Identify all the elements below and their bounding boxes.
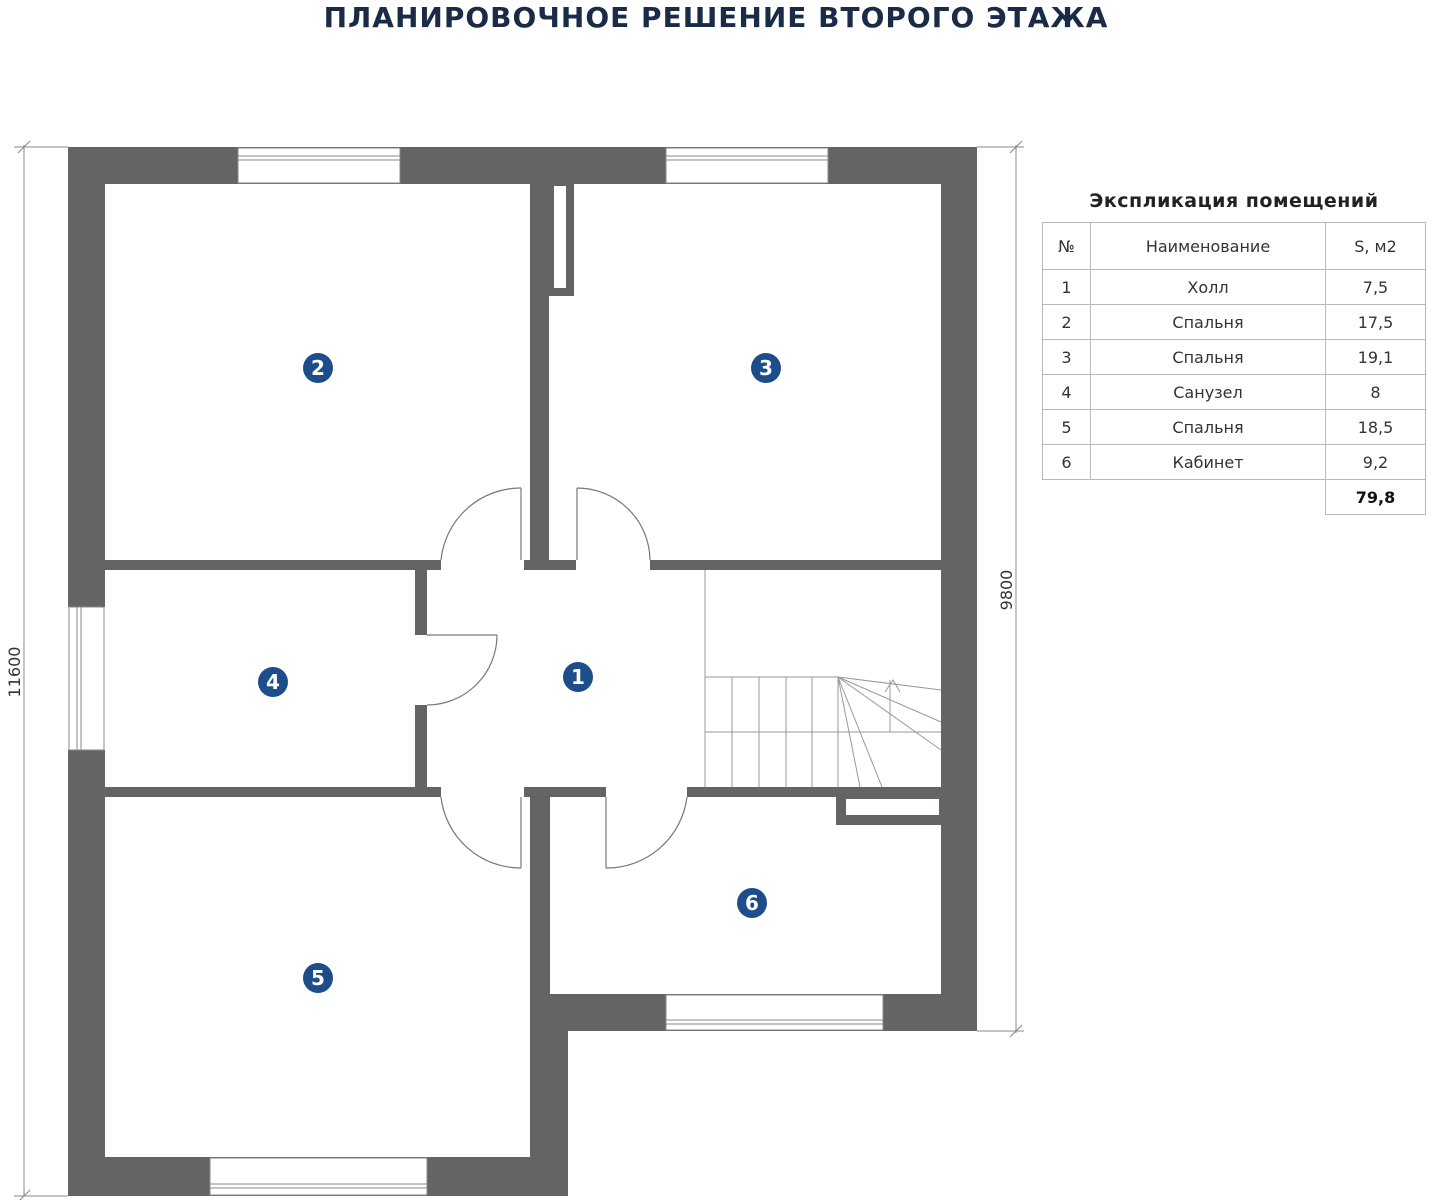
windows bbox=[69, 148, 883, 1195]
row-num: 3 bbox=[1043, 340, 1091, 375]
row-name: Холл bbox=[1091, 270, 1326, 305]
wall-top bbox=[68, 147, 977, 184]
row-num: 2 bbox=[1043, 305, 1091, 340]
door-room-3 bbox=[577, 488, 650, 560]
door-room-2 bbox=[441, 488, 521, 560]
header-name: Наименование bbox=[1091, 223, 1326, 270]
wall-bath-v-top bbox=[415, 570, 427, 635]
duct-upper bbox=[554, 186, 566, 288]
room-marker-1 bbox=[563, 662, 593, 692]
table-row bbox=[1043, 340, 1426, 375]
header-area: S, м2 bbox=[1326, 223, 1426, 270]
dimension-left-label: 11600 bbox=[5, 646, 24, 698]
row-name: Спальня bbox=[1091, 305, 1326, 340]
row-name: Спальня bbox=[1091, 340, 1326, 375]
row-area: 17,5 bbox=[1326, 305, 1426, 340]
door-room-6 bbox=[606, 797, 687, 868]
room-marker-2 bbox=[303, 353, 333, 383]
staircase bbox=[705, 570, 941, 787]
wall-partition-h-upper-mid bbox=[524, 560, 576, 570]
room-marker-3 bbox=[751, 353, 781, 383]
wall-bath-v-bottom bbox=[415, 705, 427, 790]
table-row bbox=[1043, 445, 1426, 480]
svg-text:1: 1 bbox=[571, 665, 585, 689]
total-area: 79,8 bbox=[1326, 480, 1426, 515]
window-top-left bbox=[238, 148, 400, 183]
doors bbox=[427, 488, 687, 868]
row-num: 5 bbox=[1043, 410, 1091, 445]
svg-text:6: 6 bbox=[745, 891, 759, 915]
duct-lower bbox=[846, 799, 939, 815]
row-area: 8 bbox=[1326, 375, 1426, 410]
row-area: 9,2 bbox=[1326, 445, 1426, 480]
explication-title: Экспликация помещений bbox=[1089, 190, 1379, 212]
explication-panel bbox=[1042, 186, 1426, 515]
window-top-right bbox=[666, 148, 828, 183]
dimension-right-label: 9800 bbox=[997, 569, 1016, 611]
svg-text:4: 4 bbox=[266, 670, 280, 694]
table-header-row bbox=[1043, 223, 1426, 270]
svg-text:5: 5 bbox=[311, 966, 325, 990]
wall-partition-h-upper-right bbox=[650, 560, 941, 570]
row-area: 18,5 bbox=[1326, 410, 1426, 445]
row-num: 6 bbox=[1043, 445, 1091, 480]
row-num: 1 bbox=[1043, 270, 1091, 305]
wall-partition-v-lower bbox=[530, 797, 550, 997]
svg-text:2: 2 bbox=[311, 356, 325, 380]
table-total-row bbox=[1043, 480, 1426, 515]
table-row bbox=[1043, 375, 1426, 410]
table-row bbox=[1043, 270, 1426, 305]
room-marker-6 bbox=[737, 888, 767, 918]
row-num: 4 bbox=[1043, 375, 1091, 410]
row-area: 7,5 bbox=[1326, 270, 1426, 305]
door-room-4 bbox=[427, 635, 497, 705]
wall-partition-h-lower-left bbox=[105, 787, 441, 797]
explication-table bbox=[1042, 222, 1426, 515]
row-area: 19,1 bbox=[1326, 340, 1426, 375]
room-marker-4 bbox=[258, 667, 288, 697]
table-row bbox=[1043, 305, 1426, 340]
total-blank bbox=[1043, 480, 1091, 515]
window-bottom-right bbox=[666, 995, 883, 1030]
wall-left-upper bbox=[68, 147, 105, 607]
door-room-5 bbox=[441, 797, 521, 868]
total-blank bbox=[1091, 480, 1326, 515]
row-name: Спальня bbox=[1091, 410, 1326, 445]
svg-text:3: 3 bbox=[759, 356, 773, 380]
row-name: Кабинет bbox=[1091, 445, 1326, 480]
window-bottom-left bbox=[210, 1158, 427, 1195]
wall-partition-h-upper-left bbox=[105, 560, 441, 570]
header-num: № bbox=[1043, 223, 1091, 270]
page-title: ПЛАНИРОВОЧНОЕ РЕШЕНИЕ ВТОРОГО ЭТАЖА bbox=[323, 1, 1109, 34]
wall-partition-h-lower-mid bbox=[524, 787, 606, 797]
window-left bbox=[69, 607, 104, 750]
row-name: Санузел bbox=[1091, 375, 1326, 410]
table-row bbox=[1043, 410, 1426, 445]
room-marker-5 bbox=[303, 963, 333, 993]
wall-right bbox=[941, 147, 977, 1031]
walls bbox=[68, 147, 977, 1196]
wall-partition-h-lower-right bbox=[687, 787, 941, 797]
wall-partition-v-upper bbox=[530, 184, 549, 570]
wall-left-lower bbox=[68, 750, 105, 1196]
